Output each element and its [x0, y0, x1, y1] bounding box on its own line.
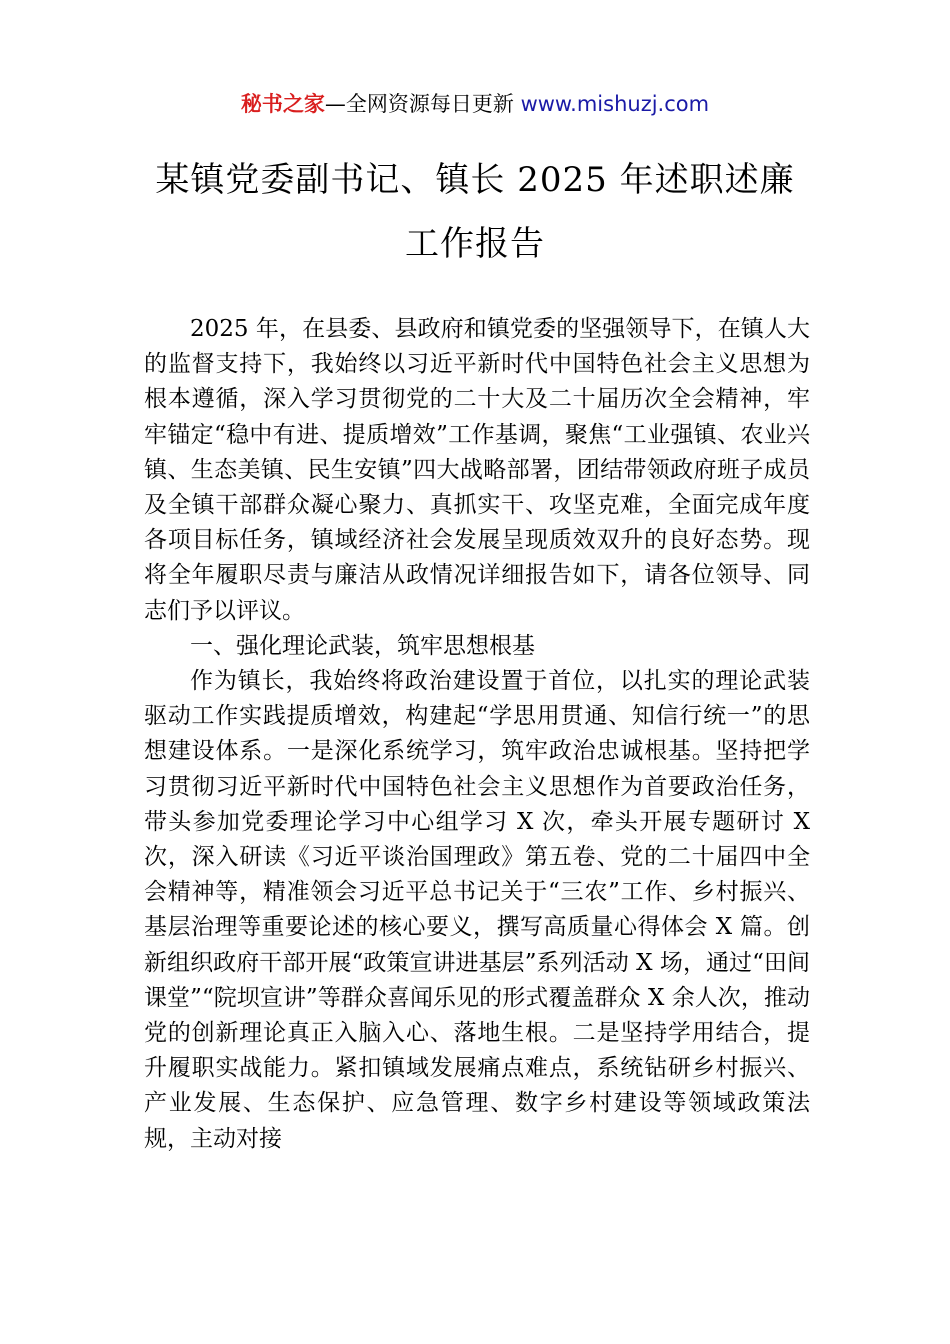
title-line-1: 某镇党委副书记、镇长 2025 年述职述廉	[155, 160, 795, 200]
paragraph-intro: 2025 年，在县委、县政府和镇党委的坚强领导下，在镇人大的监督支持下，我始终以习近平新时代中国特色社会主义思想为根本遵循，深入学习贯彻党的二十大及二十届历次全会精神，牢牢锚定“稳中有进、提质增效”工作基调，聚焦“工业强镇、农业兴镇、生态美镇、民生安镇”四大战略部署，团结带领政府班子成员及全镇干部群众凝心聚力、真抓实干、攻坚克难，全面完成年度各项目标任务，镇域经济社会发展呈现质效双升的良好态势。现将全年履职尽责与廉洁从政情况详细报告如下，请各位领导、同志们予以评议。	[144, 316, 810, 624]
document-title	[100, 148, 850, 276]
paragraph-section-1: 作为镇长，我始终将政治建设置于首位，以扎实的理论武装驱动工作实践提质增效，构建起“学思用贯通、知信行统一”的思想建设体系。一是深化系统学习，筑牢政治忠诚根基。坚持把学习贯彻习近平新时代中国特色社会主义思想作为首要政治任务，带头参加党委理论学习中心组学习 X 次，牵头开展专题研讨 X 次，深入研读《习近平谈治国理政》第五卷、党的二十届四中全会精神等，精准领会习近平总书记关于“三农”工作、乡村振兴、基层治理等重要论述的核心要义，撰写高质量心得体会 X 篇。创新组织政府干部开展“政策宣讲进基层”系列活动 X 场，通过“田间课堂”“院坝宣讲”等群众喜闻乐见的形式覆盖群众 X 余人次，推动党的创新理论真正入脑入心、落地生根。二是坚持学用结合，提升履职实战能力。紧扣镇域发展痛点难点，系统钻研乡村振兴、产业发展、生态保护、应急管理、数字乡村建设等领域政策法规，主动对接	[144, 668, 810, 1152]
site-header	[0, 88, 950, 120]
title-line-2: 工作报告	[405, 224, 545, 264]
document-body	[144, 312, 810, 1157]
brand-name: 秘书之家	[240, 92, 325, 116]
section-heading-1: 一、强化理论武装，筑牢思想根基	[190, 632, 535, 659]
header-slogan: —全网资源每日更新	[324, 92, 521, 116]
site-url-link[interactable]: www.mishuzj.com	[520, 92, 710, 116]
